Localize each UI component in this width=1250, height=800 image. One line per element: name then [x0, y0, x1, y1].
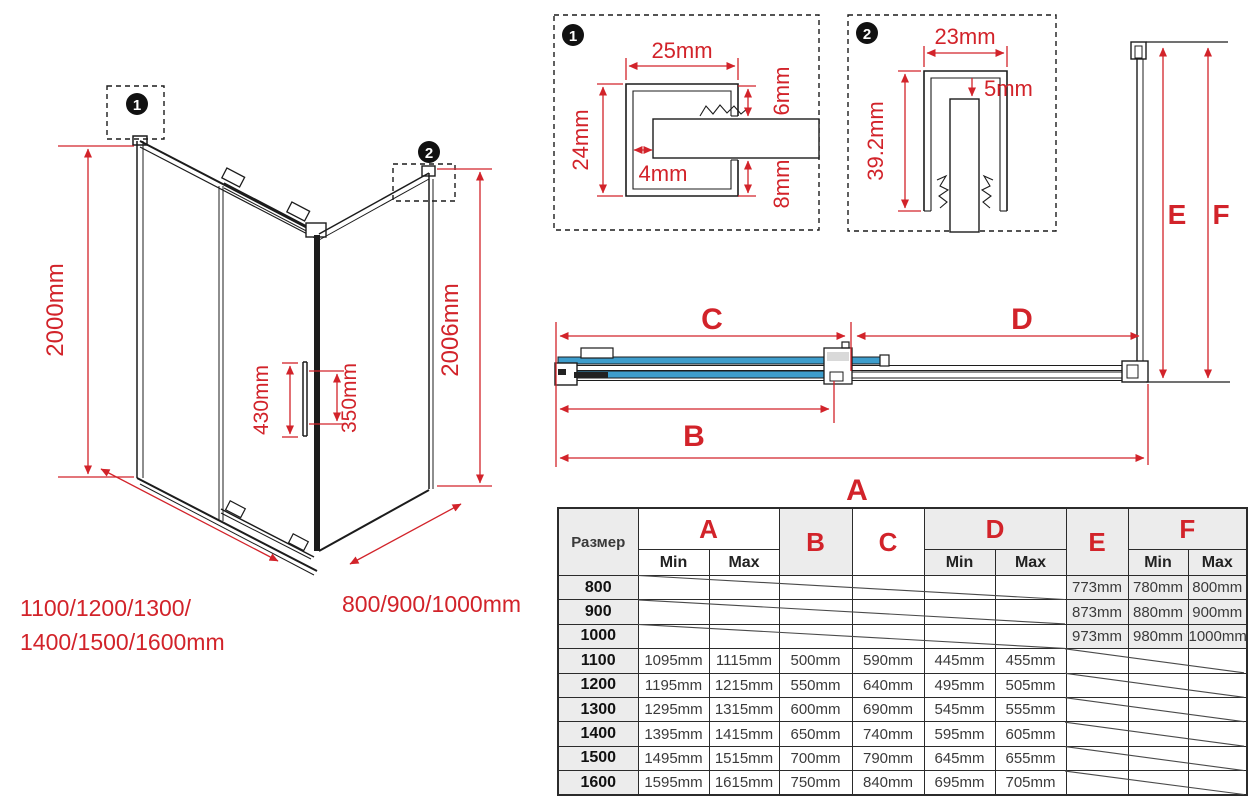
- a-min-header: Min: [638, 550, 709, 576]
- table-cell: [779, 624, 852, 648]
- a-max-header: Max: [709, 550, 779, 576]
- table-cell: [779, 576, 852, 600]
- table-cell: 750mm: [779, 771, 852, 795]
- detail-1-number: 1: [568, 28, 578, 45]
- d-min-header: Min: [924, 550, 995, 576]
- table-cell: 880mm: [1128, 600, 1188, 624]
- table-cell: 1215mm: [709, 673, 779, 697]
- table-cell: 500mm: [779, 649, 852, 673]
- table-cell: [1188, 697, 1247, 721]
- table-cell: 550mm: [779, 673, 852, 697]
- table-cell: [1066, 771, 1128, 795]
- table-cell: 555mm: [995, 697, 1066, 721]
- detail-2-number: 2: [862, 26, 872, 43]
- table-cell: 545mm: [924, 697, 995, 721]
- bottom-guide: [226, 501, 246, 518]
- table-cell: 650mm: [779, 722, 852, 746]
- table-cell: 455mm: [995, 649, 1066, 673]
- table-cell: [1066, 746, 1128, 770]
- table-cell: 900mm: [1188, 600, 1247, 624]
- detail-1-gap: 4mm: [638, 161, 688, 186]
- table-cell: 1415mm: [709, 722, 779, 746]
- glass-panel-section: [653, 119, 819, 158]
- roller-clip-left: [937, 176, 948, 208]
- table-cell: 655mm: [995, 746, 1066, 770]
- table-cell: 1595mm: [638, 771, 709, 795]
- width-sizes-line1: 1100/1200/1300/: [20, 595, 191, 621]
- dim-height-left: 2000mm: [42, 263, 69, 357]
- col-header-f: F: [1128, 508, 1247, 550]
- table-cell: [1188, 746, 1247, 770]
- row-size: 1300: [558, 697, 638, 721]
- table-cell: [995, 600, 1066, 624]
- plan-dim-a: A: [846, 474, 868, 507]
- table-cell: [1128, 697, 1188, 721]
- plan-dim-b: B: [683, 420, 705, 453]
- table-cell: [924, 624, 995, 648]
- table-cell: 1615mm: [709, 771, 779, 795]
- table-cell: [1128, 771, 1188, 795]
- col-header-a: A: [638, 508, 779, 550]
- col-header-size: Размер: [558, 508, 638, 576]
- d-max-header: Max: [995, 550, 1066, 576]
- iso-dimensions: [58, 146, 492, 564]
- door-end-cap: [880, 355, 889, 366]
- col-header-e: E: [1066, 508, 1128, 576]
- detail-1-height: 24mm: [568, 109, 593, 171]
- iso-dimension-labels: [20, 263, 521, 655]
- table-cell: [638, 576, 709, 600]
- detail-1: [554, 15, 819, 230]
- table-cell: 1095mm: [638, 649, 709, 673]
- detail-2-width: 23mm: [934, 24, 996, 49]
- table-cell: 640mm: [852, 673, 924, 697]
- col-header-c: C: [852, 508, 924, 576]
- detail-1-top: 6mm: [769, 66, 794, 116]
- table-row: [558, 697, 1247, 721]
- table-cell: 1515mm: [709, 746, 779, 770]
- table-cell: [1066, 673, 1128, 697]
- f-min-header: Min: [1128, 550, 1188, 576]
- table-cell: [779, 600, 852, 624]
- center-carriage: [824, 342, 852, 384]
- row-size: 1500: [558, 746, 638, 770]
- table-cell: [709, 624, 779, 648]
- dim-height-right: 2006mm: [437, 283, 464, 377]
- table-cell: [924, 576, 995, 600]
- seal-strip: [574, 372, 608, 378]
- table-cell: 600mm: [779, 697, 852, 721]
- bottom-guide: [289, 534, 309, 551]
- table-cell: 740mm: [852, 722, 924, 746]
- table-cell: 445mm: [924, 649, 995, 673]
- table-cell: [995, 624, 1066, 648]
- corner-fitting: [306, 223, 326, 237]
- callout-2-number: 2: [424, 145, 434, 162]
- door-handle: [303, 362, 307, 436]
- table-cell: 773mm: [1066, 576, 1128, 600]
- table-cell: 1315mm: [709, 697, 779, 721]
- table-cell: 695mm: [924, 771, 995, 795]
- detail-1-bottom: 8mm: [769, 159, 794, 209]
- table-cell: 1295mm: [638, 697, 709, 721]
- table-cell: [1066, 697, 1128, 721]
- roller-clip-right: [982, 176, 993, 208]
- detail-2-gap: 5mm: [984, 76, 1033, 101]
- table-cell: 973mm: [1066, 624, 1128, 648]
- plan-dim-c: C: [701, 303, 723, 336]
- table-cell: 690mm: [852, 697, 924, 721]
- left-roller-bracket: [581, 348, 613, 358]
- dim-handle-centers: 350mm: [338, 362, 361, 434]
- row-size: 1200: [558, 673, 638, 697]
- width-sizes-line2: 1400/1500/1600mm: [20, 629, 225, 655]
- spring-clip: [700, 105, 748, 116]
- table-cell: [1188, 722, 1247, 746]
- table-cell: [1188, 771, 1247, 795]
- table-cell: 590mm: [852, 649, 924, 673]
- dim-handle-overall: 430mm: [250, 364, 273, 436]
- table-cell: [1128, 746, 1188, 770]
- table-cell: 495mm: [924, 673, 995, 697]
- table-cell: [1066, 649, 1128, 673]
- table-cell: [852, 624, 924, 648]
- table-cell: 980mm: [1128, 624, 1188, 648]
- table-cell: 780mm: [1128, 576, 1188, 600]
- table-cell: [638, 624, 709, 648]
- table-cell: [1188, 649, 1247, 673]
- row-size: 1000: [558, 624, 638, 648]
- table-cell: 605mm: [995, 722, 1066, 746]
- depth-sizes: 800/900/1000mm: [342, 591, 522, 617]
- glass-panel-section: [950, 99, 979, 232]
- table-cell: [924, 600, 995, 624]
- table-cell: [638, 600, 709, 624]
- detail-1-width: 25mm: [651, 38, 713, 63]
- table-row: [558, 600, 1247, 624]
- table-cell: [1128, 673, 1188, 697]
- table-cell: 790mm: [852, 746, 924, 770]
- table-cell: 1195mm: [638, 673, 709, 697]
- table-cell: 873mm: [1066, 600, 1128, 624]
- table-cell: 1495mm: [638, 746, 709, 770]
- table-cell: [1188, 673, 1247, 697]
- callout-1-number: 1: [132, 97, 142, 114]
- col-header-d: D: [924, 508, 1066, 550]
- table-cell: 840mm: [852, 771, 924, 795]
- size-spec-table: [557, 507, 1246, 795]
- table-cell: 505mm: [995, 673, 1066, 697]
- table-row: [558, 746, 1247, 770]
- table-cell: [1128, 722, 1188, 746]
- plan-dim-d: D: [1011, 303, 1033, 336]
- detail-2: [848, 15, 1056, 232]
- f-max-header: Max: [1188, 550, 1247, 576]
- table-row: [558, 771, 1247, 795]
- table-cell: 700mm: [779, 746, 852, 770]
- plan-dim-e: E: [1167, 199, 1187, 230]
- iso-callouts: [107, 86, 455, 201]
- row-size: 1400: [558, 722, 638, 746]
- row-size: 1600: [558, 771, 638, 795]
- table-row: [558, 576, 1247, 600]
- table-cell: [1128, 649, 1188, 673]
- row-size: 900: [558, 600, 638, 624]
- plan-view: [555, 42, 1230, 507]
- table-cell: [995, 576, 1066, 600]
- table-cell: [852, 576, 924, 600]
- detail-2-height: 39.2mm: [863, 101, 888, 181]
- table-cell: 1000mm: [1188, 624, 1247, 648]
- row-size: 800: [558, 576, 638, 600]
- table-cell: 1115mm: [709, 649, 779, 673]
- col-header-b: B: [779, 508, 852, 576]
- table-cell: [852, 600, 924, 624]
- table-cell: 645mm: [924, 746, 995, 770]
- row-size: 1100: [558, 649, 638, 673]
- table-row: [558, 673, 1247, 697]
- plan-dim-f: F: [1212, 199, 1230, 230]
- table-cell: 705mm: [995, 771, 1066, 795]
- table-cell: 800mm: [1188, 576, 1247, 600]
- table-cell: 595mm: [924, 722, 995, 746]
- table-cell: 1395mm: [638, 722, 709, 746]
- table-row: [558, 722, 1247, 746]
- table-row: [558, 649, 1247, 673]
- table-cell: [709, 600, 779, 624]
- table-cell: [1066, 722, 1128, 746]
- table-row: [558, 624, 1247, 648]
- table-cell: [709, 576, 779, 600]
